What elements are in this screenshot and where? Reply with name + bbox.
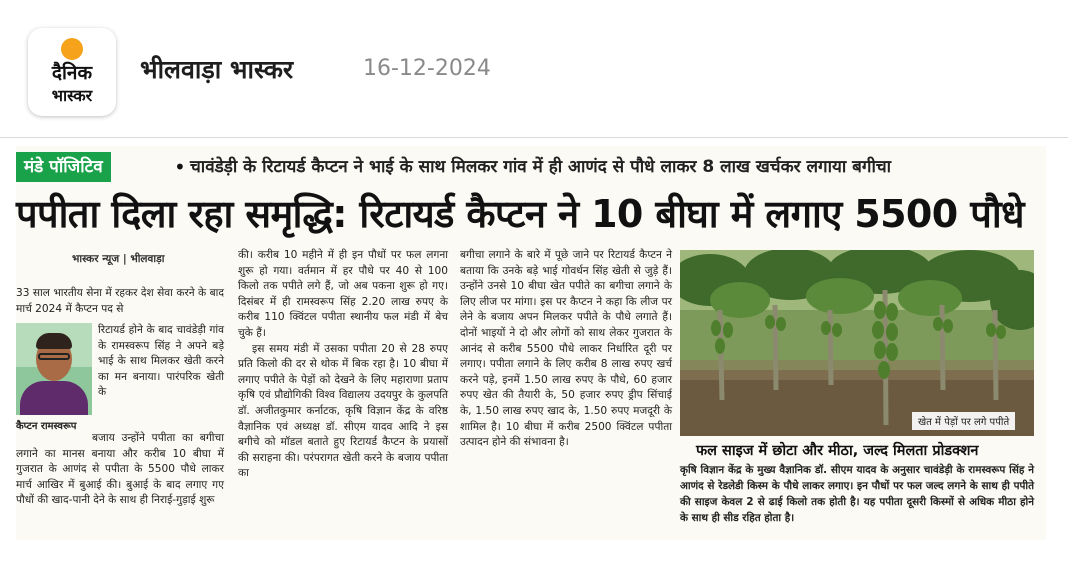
sidebar-subhead: फल साइज में छोटा और मीठा, जल्द मिलता प्रोडक्शन: [696, 443, 979, 459]
logo-line-2: भास्कर: [51, 86, 93, 105]
byline: भास्कर न्यूज | भीलवाड़ा: [72, 253, 165, 265]
column-1-side: [98, 323, 224, 401]
col1-top-text: 33 साल भारतीय सेना में रहकर देश सेवा करने के बाद मार्च 2024 में कैप्टन पद से: [16, 287, 224, 315]
kicker-tag: मंडे पॉजिटिव: [16, 152, 111, 182]
bullet-icon: •: [174, 155, 186, 179]
column-2: [238, 248, 448, 482]
portrait-caption: कैप्टन रामस्वरूप: [16, 421, 77, 432]
col1-bottom-text: बजाय उन्होंने पपीता का बगीचा लगाने का मानस बनाया और करीब 10 बीघा में गुजरात के आणंद से पपीता के 5500 पौधे लाकर मार्च आखिर में बुआई की। बुआई के बाद लगाए गए पौधों की खाद-पानी देने के साथ ही निराई-गुड़ाई शुरू: [16, 432, 224, 507]
col4-text: कृषि विज्ञान केंद्र के मुख्य वैज्ञानिक डॉ. सीएम यादव के अनुसार चावंडेड़ी के रामस्वरूप सिंह ने आणंद से रेडलेडी किस्म के पौधे लाकर लगाए। इन पौधों पर फल जल्द लगने के साथ ही पपीते की साइज केवल 2 से ढाई किलो तक होती है। यह पपीता दूसरी किस्मों से अधिक मीठा होने के साथ ही सीड रहित होता है।: [680, 464, 1034, 524]
portrait-body: [20, 381, 88, 415]
article-headline: पपीता दिला रहा समृद्धि: रिटायर्ड कैप्टन ने 10 बीघा में लगाए 5500 पौधे: [16, 192, 1024, 236]
logo-line-1: दैनिक: [51, 62, 93, 84]
edition-name: भीलवाड़ा भास्कर: [140, 55, 294, 84]
column-1-top: [16, 286, 224, 317]
edition-date: 16-12-2024: [363, 56, 491, 81]
portrait-glasses: [38, 353, 70, 360]
papaya-field-photo: [680, 250, 1034, 436]
col1-side-text: रिटायर्ड होने के बाद चावंडेड़ी गांव के रामस्वरूप सिंह ने अपने बड़े भाई के साथ मिलकर खेती करने का मन बनाया। पारंपरिक खेती के: [98, 324, 224, 399]
kicker-text: चावंडेड़ी के रिटायर्ड कैप्टन ने भाई के साथ मिलकर गांव में ही आणंद से पौधे लाकर 8 लाख खर्चकर लगाया बगीचा: [190, 157, 892, 177]
papaya-trees-image: [680, 250, 1034, 436]
portrait-hair: [36, 333, 72, 349]
col2-paragraph-1: की। करीब 10 महीने में ही इन पौधों पर फल लगना शुरू हो गया। वर्तमान में हर पौधे पर 40 से 100 किलो तक पपीते लगे हैं, जो अब पकना शुरू हो गए। दिसंबर में ही रामस्वरूप सिंह 2.20 लाख रुपए के करीब 110 क्विंटल पपीता स्थानीय फल मंडी में बेच चुके हैं।: [238, 249, 448, 339]
col3-text: बगीचा लगाने के बारे में पूछे जाने पर रिटायर्ड कैप्टन ने बताया कि उनके बड़े भाई गोवर्धन सिंह खेती से जुड़े हैं। उन्होंने उनसे 10 बीघा खेत पपीते का बगीचा लगाने के लिए लीज पर मांगा। इस पर कैप्टन ने कहा कि लीज पर लेने के बजाय अपन मिलकर पपीते के पौधे लगाते हैं। दोनों भाइयों ने दो और लोगों को साथ लेकर गुजरात के आनंद से करीब 5500 पौधे लाकर निर्धारित दूरी पर लगाए। पपीता लगाने के लिए करीब 8 लाख रुपए खर्च करने पड़े, इनमें 1.50 लाख रुपए के पौधे, 60 हजार रुपए खेत की तैयारी के, 50 हजार रुपए ड्रीप सिंचाई के, 1.50 लाख रुपए खाद के, 1.50 रुपए मजदूरी के शामिल है। 10 बीघा में करीब 2500 क्विंटल पपीता उत्पादन होने की संभावना है।: [460, 249, 672, 449]
sun-icon: [61, 38, 83, 60]
column-3: [460, 248, 672, 451]
app-header: [0, 0, 1068, 140]
header-divider: [0, 137, 1068, 138]
newspaper-clipping: [16, 146, 1046, 540]
col2-paragraph-2: इस समय मंडी में उसका पपीता 20 से 28 रुपए प्रति किलो की दर से थोक में बिक रहा है। 10 बीघा में लगाए पपीते के पेड़ों को देखने के लिए महाराणा प्रताप कृषि एवं प्रौद्योगिकी विश्व विद्यालय उदयपुर के कुलपति डॉ. अजीतकुमार कर्नाटक, कृषि विज्ञान केंद्र के वरिष्ठ वैज्ञानिक एवं अध्यक्ष डॉ. सीएम यादव आदि ने इस बगीचे को मॉडल बताते हुए रिटायर्ड कैप्टन के प्रयासों की सराहना की। परंपरागत खेती करने के बजाय पपीता का: [238, 342, 448, 480]
portrait-photo: [16, 323, 92, 415]
column-1-bottom: [16, 431, 224, 509]
dainik-bhaskar-logo[interactable]: [28, 28, 116, 116]
photo-caption: खेत में पेड़ों पर लगे पपीते: [912, 412, 1015, 430]
column-4: [680, 462, 1034, 526]
kicker-row: [16, 150, 1046, 184]
